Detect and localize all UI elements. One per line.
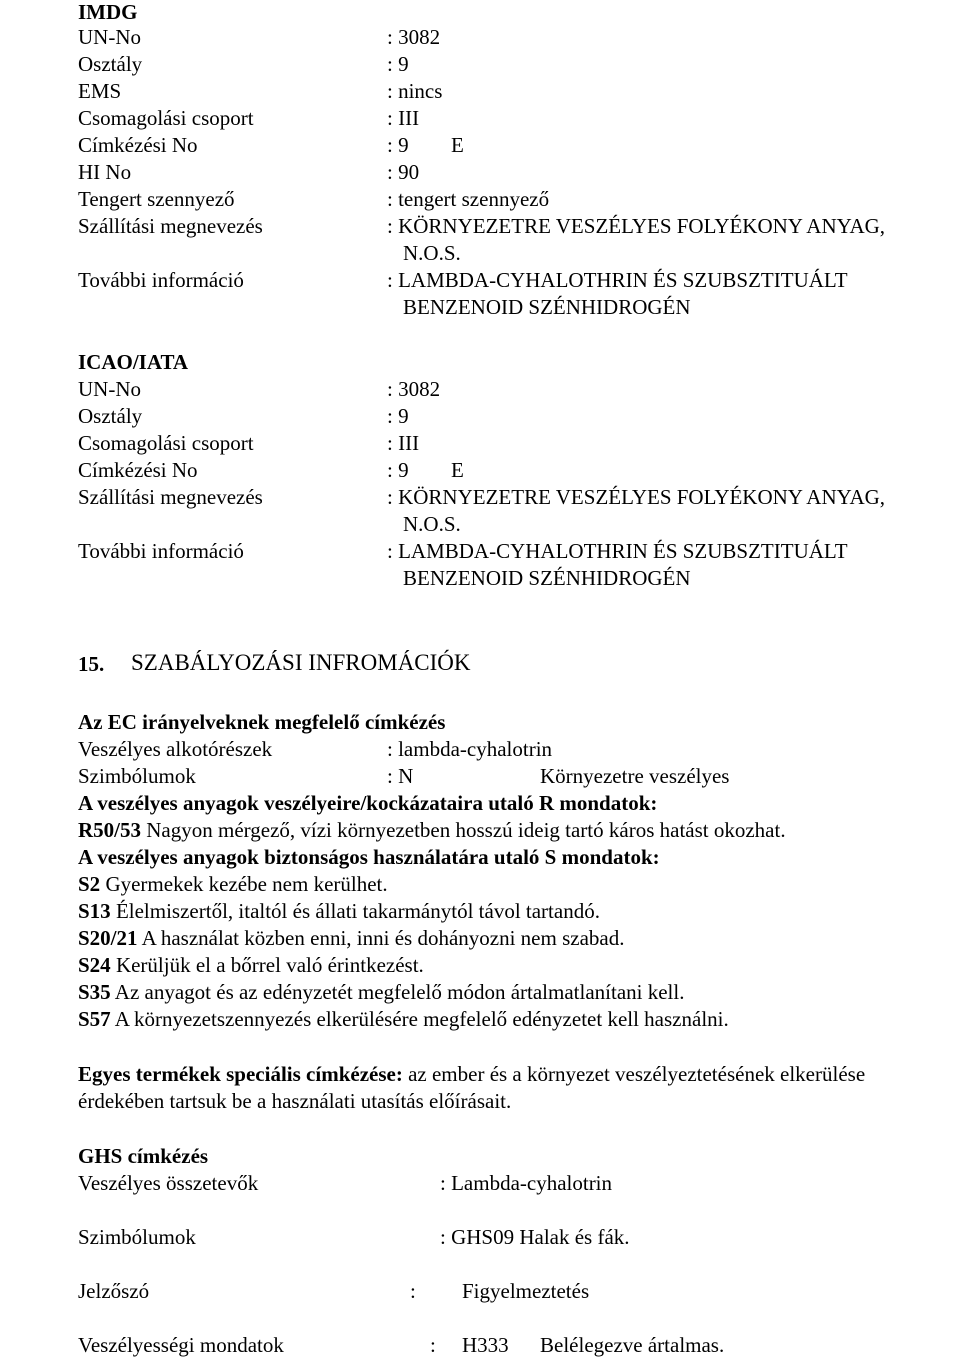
icao-further-info-value: : LAMBDA-CYHALOTHRIN ÉS SZUBSZTITUÁLT: [387, 539, 848, 563]
icao-shipping-name-value: : KÖRNYEZETRE VESZÉLYES FOLYÉKONY ANYAG,: [387, 485, 886, 509]
icao-label-no-extra: E: [451, 458, 464, 482]
imdg-label-no-value: : 9: [387, 133, 409, 157]
icao-label-no-label: Címkézési No: [78, 458, 198, 482]
symbols-extra: Környezetre veszélyes: [540, 764, 730, 788]
imdg-ems-label: EMS: [78, 79, 122, 103]
ghs-signal-word-colon: :: [410, 1279, 416, 1303]
s-phrase: [78, 953, 424, 977]
s-phrase-text: A használat közben enni, inni és dohányozni nem szabad.: [141, 926, 625, 950]
ghs-hazard-statements-colon: :: [430, 1333, 436, 1357]
icao-heading: ICAO/IATA: [78, 350, 189, 374]
s-phrase-text: Gyermekek kezébe nem kerülhet.: [105, 872, 388, 896]
ghs-components-label: Veszélyes összetevők: [78, 1171, 259, 1195]
s-phrase-code: S20/21: [78, 926, 138, 950]
icao-packing-group-value: : III: [387, 431, 420, 455]
icao-further-info-value-2: BENZENOID SZÉNHIDROGÉN: [403, 566, 691, 590]
ghs-components-value: : Lambda-cyhalotrin: [440, 1171, 613, 1195]
icao-packing-group-label: Csomagolási csoport: [78, 431, 254, 455]
imdg-marine-pollutant-value: : tengert szennyező: [387, 187, 550, 211]
icao-further-info-label: További információ: [78, 539, 244, 563]
imdg-label-no-extra: E: [451, 133, 464, 157]
imdg-shipping-name-value: : KÖRNYEZETRE VESZÉLYES FOLYÉKONY ANYAG,: [387, 214, 886, 238]
imdg-heading: IMDG: [78, 0, 138, 24]
imdg-shipping-name-value-2: N.O.S.: [403, 241, 461, 265]
icao-class-label: Osztály: [78, 404, 143, 428]
special-label-line-1: [78, 1062, 865, 1086]
s-phrase-text: Kerüljük el a bőrrel való érintkezést.: [115, 953, 424, 977]
imdg-packing-group-value: : III: [387, 106, 420, 130]
icao-label-no-value: : 9: [387, 458, 409, 482]
s-phrase-code: S24: [78, 953, 111, 977]
special-label-heading: Egyes termékek speciális címkézése:: [78, 1062, 403, 1086]
imdg-packing-group-label: Csomagolási csoport: [78, 106, 254, 130]
imdg-marine-pollutant-label: Tengert szennyező: [78, 187, 235, 211]
r-phrase-code: R50/53: [78, 818, 141, 842]
imdg-hi-no-value: : 90: [387, 160, 420, 184]
s-phrase-text: A környezetszennyezés elkerülésére megfelelő edényzetet kell használni.: [114, 1007, 729, 1031]
ghs-hazard-statements-code: H333: [462, 1333, 509, 1357]
s-phrase-text: Az anyagot és az edényzetét megfelelő módon ártalmatlanítani kell.: [114, 980, 685, 1004]
imdg-class-label: Osztály: [78, 52, 143, 76]
imdg-un-no-label: UN-No: [78, 25, 141, 49]
s-phrase-code: S2: [78, 872, 101, 896]
imdg-shipping-name-label: Szállítási megnevezés: [78, 214, 263, 238]
imdg-class-value: : 9: [387, 52, 409, 76]
r-phrases-heading: A veszélyes anyagok veszélyeire/kockázataira utaló R mondatok:: [78, 791, 658, 815]
icao-shipping-name-value-2: N.O.S.: [403, 512, 461, 536]
s-phrase-code: S35: [78, 980, 111, 1004]
s-phrase-code: S13: [78, 899, 111, 923]
s-phrase: [78, 926, 624, 950]
imdg-hi-no-label: HI No: [78, 160, 132, 184]
imdg-further-info-value: : LAMBDA-CYHALOTHRIN ÉS SZUBSZTITUÁLT: [387, 268, 848, 292]
icao-un-no-label: UN-No: [78, 377, 141, 401]
ghs-symbols-label: Szimbólumok: [78, 1225, 196, 1249]
ghs-hazard-statements-label: Veszélyességi mondatok: [78, 1333, 284, 1357]
r-phrase: [78, 818, 786, 842]
s-phrase-code: S57: [78, 1007, 111, 1031]
ghs-symbols-value: : GHS09 Halak és fák.: [440, 1225, 630, 1249]
s-phrases-heading: A veszélyes anyagok biztonságos használatára utaló S mondatok:: [78, 845, 660, 869]
s-phrase-text: Élelmiszertől, italtól és állati takarmánytól távol tartandó.: [115, 899, 600, 923]
special-label-line-2: érdekében tartsuk be a használati utasítás előírásait.: [78, 1089, 512, 1113]
ec-heading: Az EC irányelveknek megfelelő címkézés: [78, 710, 446, 734]
symbols-label: Szimbólumok: [78, 764, 196, 788]
r-phrase-text: Nagyon mérgező, vízi környezetben hosszú ideig tartó káros hatást okozhat.: [146, 818, 786, 842]
section-number: 15.: [78, 652, 105, 676]
icao-un-no-value: : 3082: [387, 377, 441, 401]
s-phrase: [78, 1007, 729, 1031]
icao-class-value: : 9: [387, 404, 409, 428]
hazardous-components-value: : lambda-cyhalotrin: [387, 737, 553, 761]
symbols-value: : N: [387, 764, 414, 788]
section-title: SZABÁLYOZÁSI INFROMÁCIÓK: [131, 650, 471, 675]
special-label-text: az ember és a környezet veszélyeztetésének elkerülése: [408, 1062, 866, 1086]
icao-shipping-name-label: Szállítási megnevezés: [78, 485, 263, 509]
imdg-ems-value: : nincs: [387, 79, 443, 103]
imdg-label-no-label: Címkézési No: [78, 133, 198, 157]
hazardous-components-label: Veszélyes alkotórészek: [78, 737, 273, 761]
ghs-hazard-statements-value: Belélegezve ártalmas.: [540, 1333, 725, 1357]
ghs-signal-word-label: Jelzőszó: [78, 1279, 150, 1303]
ghs-signal-word-value: Figyelmeztetés: [462, 1279, 590, 1303]
s-phrase: [78, 980, 684, 1004]
ghs-heading: GHS címkézés: [78, 1144, 209, 1168]
imdg-further-info-value-2: BENZENOID SZÉNHIDROGÉN: [403, 295, 691, 319]
imdg-further-info-label: További információ: [78, 268, 244, 292]
s-phrase: [78, 872, 388, 896]
imdg-un-no-value: : 3082: [387, 25, 441, 49]
s-phrase: [78, 899, 600, 923]
